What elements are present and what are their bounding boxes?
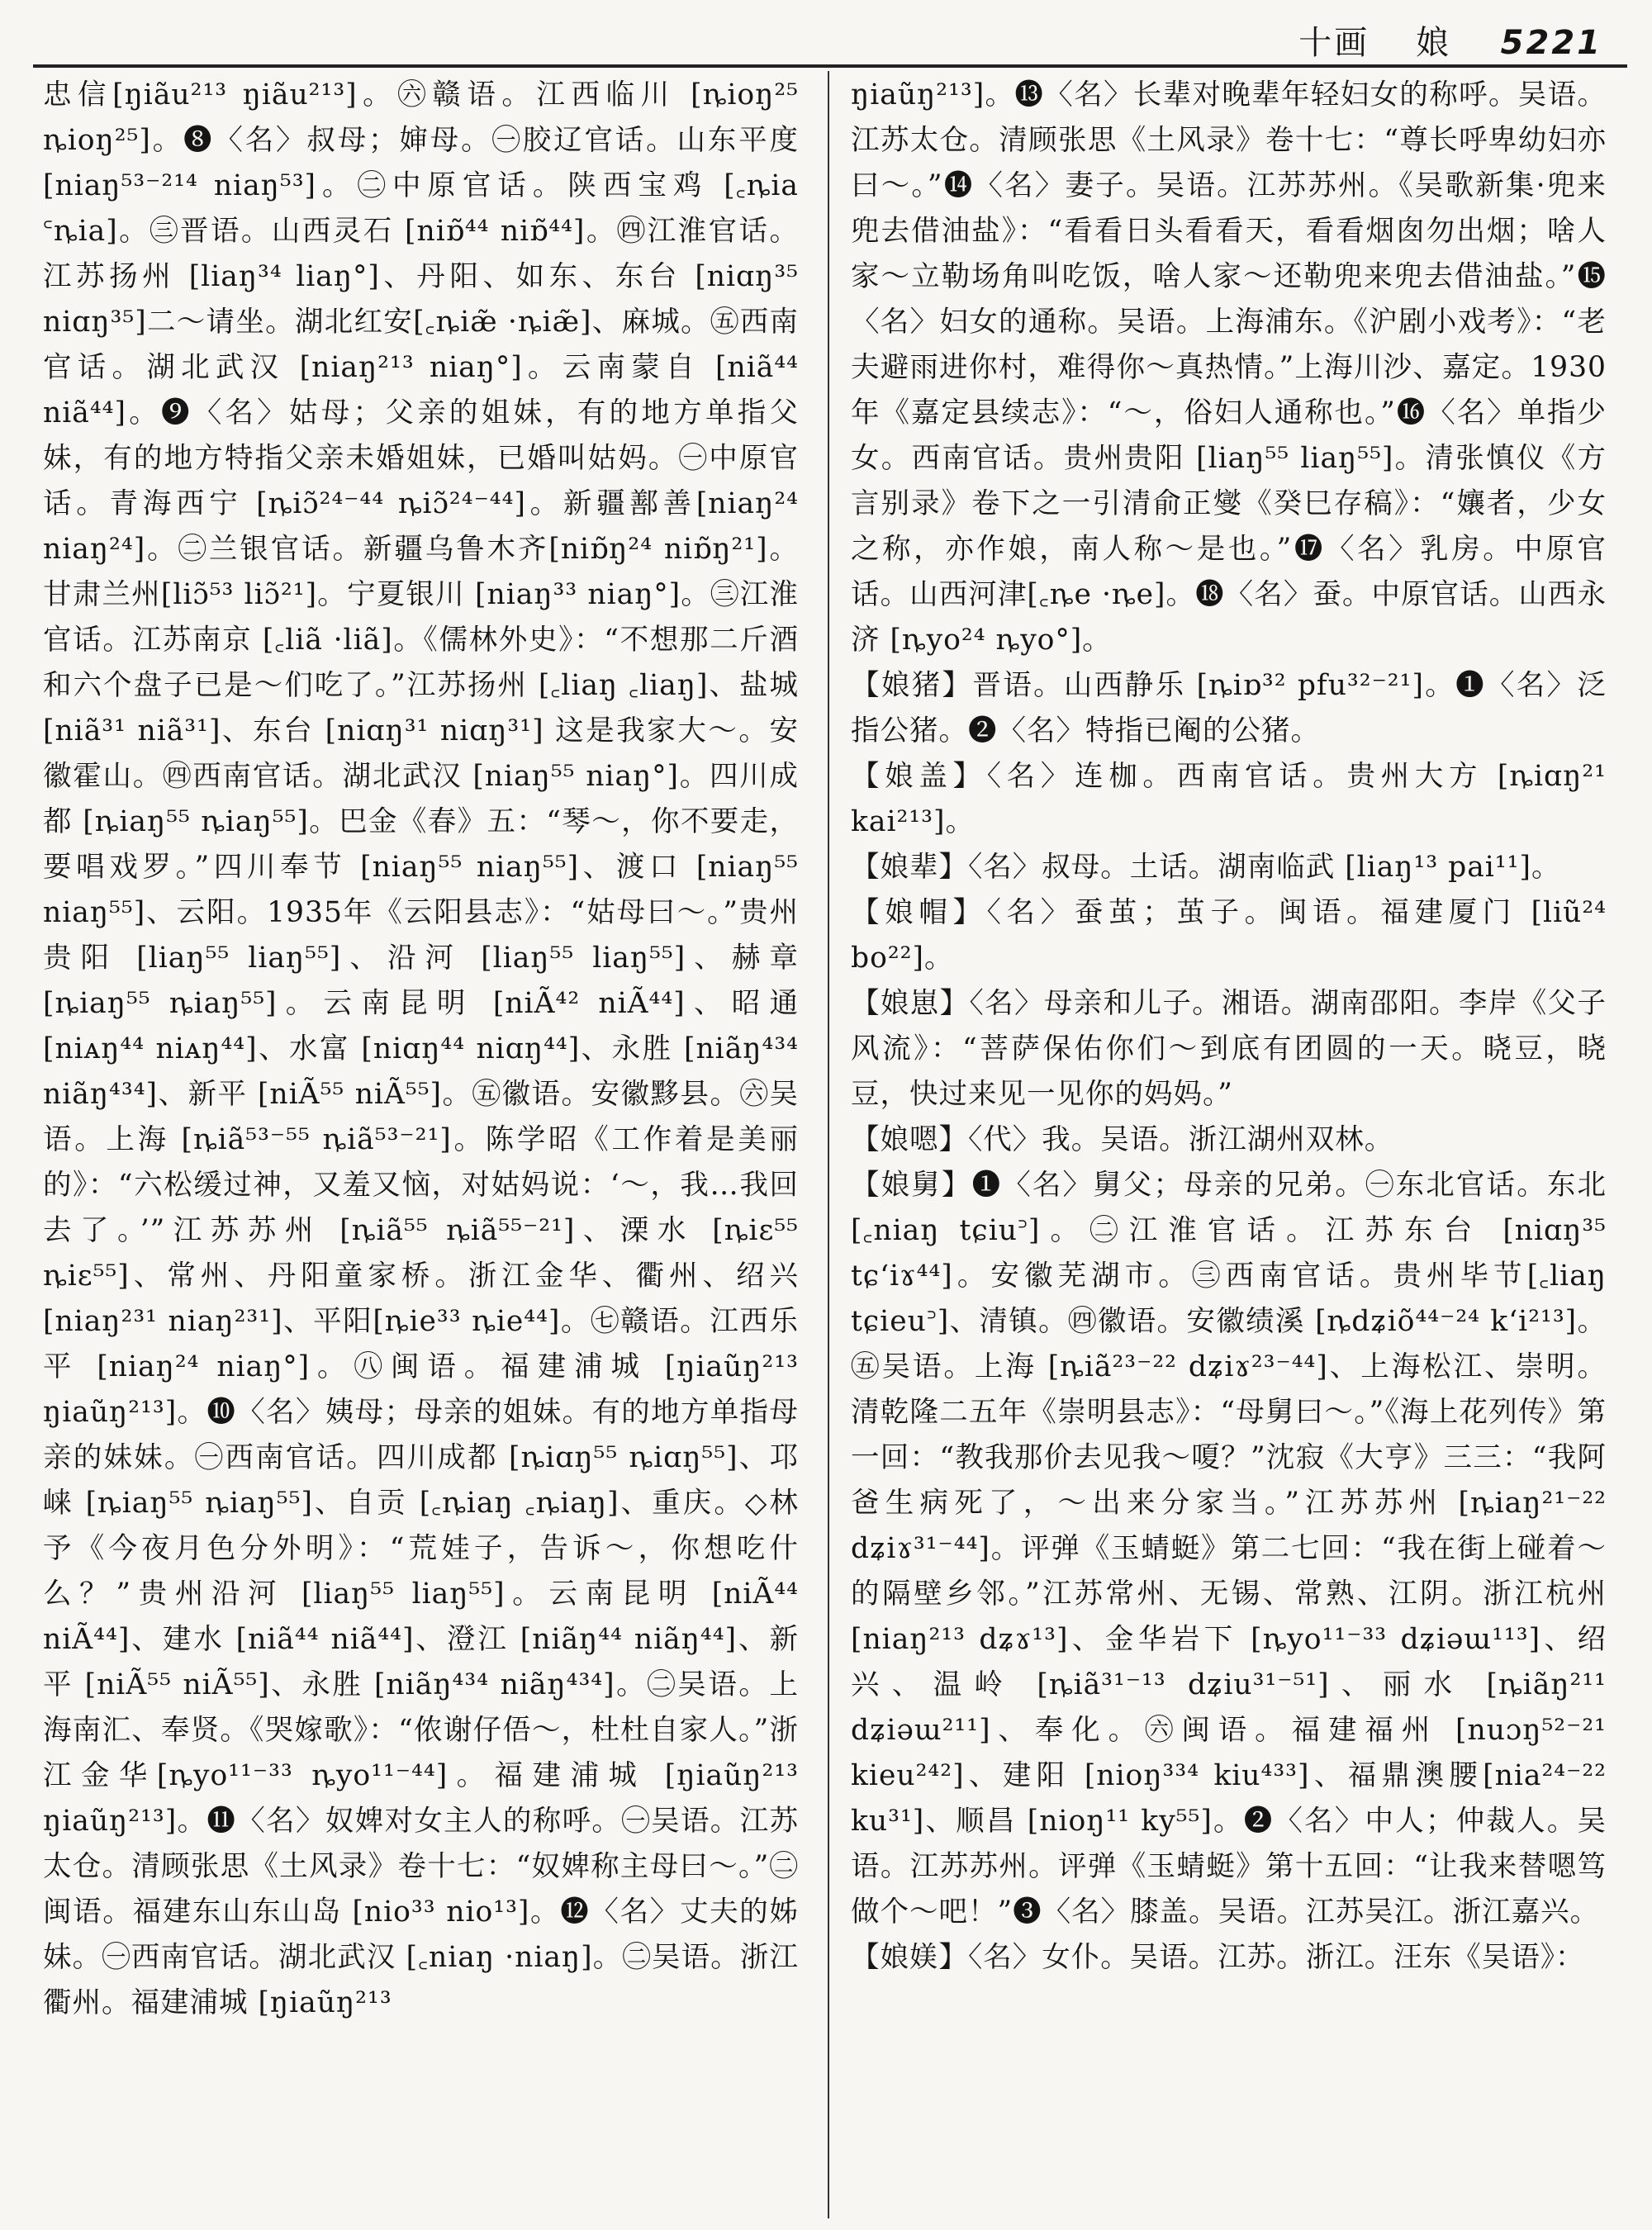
left-column [43, 73, 799, 2220]
entry-niangmao: 【娘帽】〈名〉蚕茧；茧子。闽语。福建厦门 [liũ²⁴ bo²²]。 [851, 896, 1607, 975]
entry-niangzai: 【娘崽】〈名〉母亲和儿子。湘语。湖南邵阳。李岸《父子风流》：“菩萨保佑你们～到底有团圆的一天。晓豆，晓豆，快过来见一见你的妈妈。” [851, 987, 1607, 1111]
entry-nianggai: 【娘盖】〈名〉连枷。西南官话。贵州大方 [ȵiɑŋ²¹ kai²¹³]。 [851, 760, 1607, 838]
entry-niang-continued: ŋiaũŋ²¹³]。⓭〈名〉长辈对晚辈年轻妇女的称呼。吴语。江苏太仓。清顾张思《土风录》卷十七：“尊长呼卑幼妇亦曰～。”⓮〈名〉妻子。吴语。江苏苏州。《吴歌新集·兜来兜去借油盐》：“看看日头看看天，看看烟囱勿出烟；啥人家～立勒场角叫吃饭，啥人家～还勒兜来兜去借油盐。”⓯〈名〉妇女的通称。吴语。上海浦东。《沪剧小戏考》：“老夫避雨进你村，难得你～真热情。”上海川沙、嘉定。1930年《嘉定县续志》：“～，俗妇人通称也。”⓰〈名〉单指少女。西南官话。贵州贵阳 [liaŋ⁵⁵ liaŋ⁵⁵]。清张慎仪《方言别录》卷下之一引清俞正燮《癸巳存稿》：“孃者，少女之称，亦作娘，南人称～是也。”⓱〈名〉乳房。中原官话。山西河津[꜀ȵe ·ȵe]。⓲〈名〉蚕。中原官话。山西永济 [ȵyo²⁴ ȵyo°]。 [851, 78, 1607, 657]
entry-niangbei: 【娘辈】〈名〉叔母。土话。湖南临武 [liaŋ¹³ pai¹¹]。 [851, 851, 1561, 884]
section-label: 十画 [1298, 24, 1370, 62]
entry-niangjiu: 【娘舅】❶〈名〉舅父；母亲的兄弟。㊀东北官话。东北 [꜀niaŋ tɕiu꜄]。㊁江淮官话。江苏东台 [niɑŋ³⁵ tɕʻiɤ⁴⁴]。安徽芜湖市。㊂西南官话。贵州毕节[꜀liaŋ tɕieu꜄]、清镇。㊃徽语。安徽绩溪 [ȵdʑiõ⁴⁴⁻²⁴ kʻi²¹³]。㊄吴语。上海 [ȵiã²³⁻²² dʑiɤ²³⁻⁴⁴]、上海松江、崇明。清乾隆二五年《崇明县志》：“母舅曰～。”《海上花列传》第一回：“教我那价去见我～嗄？”沈寂《大亨》三三：“我阿爸生病死了，～出来分家当。”江苏苏州 [ȵiaŋ²¹⁻²² dʑiɤ³¹⁻⁴⁴]。评弹《玉蜻蜓》第二七回：“我在街上碰着～的隔壁乡邻。”江苏常州、无锡、常熟、江阴。浙江杭州 [niaŋ²¹³ dʑɤ¹³]、金华岩下 [ȵyo¹¹⁻³³ dʑiəɯ¹¹³]、绍兴、温岭 [ȵiã³¹⁻¹³ dʑiu³¹⁻⁵¹]、丽水 [ȵiãŋ²¹¹ dʑiəɯ²¹¹]、奉化。㊅闽语。福建福州 [nuɔŋ⁵²⁻²¹ kieu²⁴²]、建阳 [nioŋ³³⁴ kiu⁴³³]、福鼎澳腰[nia²⁴⁻²² ku³¹]、顺昌 [nioŋ¹¹ ky⁵⁵]。❷〈名〉中人；仲裁人。吴语。江苏苏州。评弹《玉蜻蜓》第十五回：“让我来替嗯笃做个～吧！”❸〈名〉膝盖。吴语。江苏吴江。浙江嘉兴。 [851, 1169, 1607, 1929]
head-character: 娘 [1415, 24, 1451, 62]
entry-niangmei: 【娘媄】〈名〉女仆。吴语。江苏。浙江。汪东《吴语》： [851, 1941, 1585, 1974]
right-column [851, 73, 1607, 2220]
left-continued-text: 忠信[ŋiãu²¹³ ŋiãu²¹³]。㊅赣语。江西临川 [ȵioŋ²⁵ ȵioŋ²⁵]。❽〈名〉叔母；婶母。㊀胶辽官话。山东平度 [niaŋ⁵³⁻²¹⁴ niaŋ⁵³]。㊁中原官话。陕西宝鸡 [꜀ȵia ꜂ȵia]。㊂晋语。山西灵石 [niɒ̃⁴⁴ niɒ̃⁴⁴]。㊃江淮官话。江苏扬州 [liaŋ³⁴ liaŋ°]、丹阳、如东、东台 [niɑŋ³⁵ niɑŋ³⁵]二～请坐。湖北红安[꜀ȵiæ̃ ·ȵiæ̃]、麻城。㊄西南官话。湖北武汉 [niaŋ²¹³ niaŋ°]。云南蒙自 [niã⁴⁴ niã⁴⁴]。❾〈名〉姑母；父亲的姐妹，有的地方单指父妹，有的地方特指父亲未婚姐妹，已婚叫姑妈。㊀中原官话。青海西宁 [ȵiɔ̃²⁴⁻⁴⁴ ȵiɔ̃²⁴⁻⁴⁴]。新疆鄯善[niaŋ²⁴ niaŋ²⁴]。㊁兰银官话。新疆乌鲁木齐[niɒ̃ŋ²⁴ niɒ̃ŋ²¹]。甘肃兰州[liɔ̃⁵³ liɔ̃²¹]。宁夏银川 [niaŋ³³ niaŋ°]。㊂江淮官话。江苏南京 [꜀liã ·liã]。《儒林外史》：“不想那二斤酒和六个盘子已是～们吃了。”江苏扬州 [꜀liaŋ ꜀liaŋ]、盐城 [niã³¹ niã³¹]、东台 [niɑŋ³¹ niɑŋ³¹] 这是我家大～。安徽霍山。㊃西南官话。湖北武汉 [niaŋ⁵⁵ niaŋ°]。四川成都 [ȵiaŋ⁵⁵ ȵiaŋ⁵⁵]。巴金《春》五：“琴～，你不要走，要唱戏罗。”四川奉节 [niaŋ⁵⁵ niaŋ⁵⁵]、渡口 [niaŋ⁵⁵ niaŋ⁵⁵]、云阳。1935年《云阳县志》：“姑母曰～。”贵州贵阳 [liaŋ⁵⁵ liaŋ⁵⁵]、沿河 [liaŋ⁵⁵ liaŋ⁵⁵]、赫章 [ȵiaŋ⁵⁵ ȵiaŋ⁵⁵]。云南昆明 [niÃ⁴² niÃ⁴⁴]、昭通 [niᴀŋ⁴⁴ niᴀŋ⁴⁴]、水富 [niɑŋ⁴⁴ niɑŋ⁴⁴]、永胜 [niãŋ⁴³⁴ niãŋ⁴³⁴]、新平 [niÃ⁵⁵ niÃ⁵⁵]。㊄徽语。安徽黟县。㊅吴语。上海 [ȵiã⁵³⁻⁵⁵ ȵiã⁵³⁻²¹]。陈学昭《工作着是美丽的》：“六松缓过神，又羞又恼，对姑妈说：‘～，我…我回去了。’”江苏苏州 [ȵiã⁵⁵ ȵiã⁵⁵⁻²¹]、溧水 [ȵiɛ⁵⁵ ȵiɛ⁵⁵]、常州、丹阳童家桥。浙江金华、衢州、绍兴 [niaŋ²³¹ niaŋ²³¹]、平阳[ȵie³³ ȵie⁴⁴]。㊆赣语。江西乐平 [niaŋ²⁴ niaŋ°]。㊇闽语。福建浦城 [ŋiaũŋ²¹³ ŋiaũŋ²¹³]。❿〈名〉姨母；母亲的姐妹。有的地方单指母亲的妹妹。㊀西南官话。四川成都 [ȵiɑŋ⁵⁵ ȵiɑŋ⁵⁵]、邛崃 [ȵiaŋ⁵⁵ ȵiaŋ⁵⁵]、自贡 [꜀ȵiaŋ ꜀ȵiaŋ]、重庆。◇林予《今夜月色分外明》：“荒娃子，告诉～，你想吃什么？”贵州沿河 [liaŋ⁵⁵ liaŋ⁵⁵]。云南昆明 [niÃ⁴⁴ niÃ⁴⁴]、建水 [niã⁴⁴ niã⁴⁴]、澄江 [niãŋ⁴⁴ niãŋ⁴⁴]、新平 [niÃ⁵⁵ niÃ⁵⁵]、永胜 [niãŋ⁴³⁴ niãŋ⁴³⁴]。㊁吴语。上海南汇、奉贤。《哭嫁歌》：“侬谢仔俉～，杜杜自家人。”浙江金华[ȵyo¹¹⁻³³ ȵyo¹¹⁻⁴⁴]。福建浦城 [ŋiaũŋ²¹³ ŋiaũŋ²¹³]。⓫〈名〉奴婢对女主人的称呼。㊀吴语。江苏太仓。清顾张思《土风录》卷十七：“奴婢称主母曰～。”㊁闽语。福建东山东山岛 [nio³³ nio¹³]。⓬〈名〉丈夫的姊妹。㊀西南官话。湖北武汉 [꜀niaŋ ·niaŋ]。㊁吴语。浙江衢州。福建浦城 [ŋiaũŋ²¹³ [43, 78, 799, 2019]
header-rule [33, 64, 1627, 68]
column-divider [828, 71, 829, 2218]
page-number: 5221 [1500, 24, 1602, 62]
running-head [1298, 17, 1602, 64]
entry-niangen: 【娘嗯】〈代〉我。吴语。浙江湖州双林。 [851, 1123, 1394, 1156]
entry-niangzhu: 【娘猪】晋语。山西静乐 [ȵiɒ³² pfu³²⁻²¹]。❶〈名〉泛指公猪。❷〈名〉特指已阉的公猪。 [851, 669, 1607, 747]
